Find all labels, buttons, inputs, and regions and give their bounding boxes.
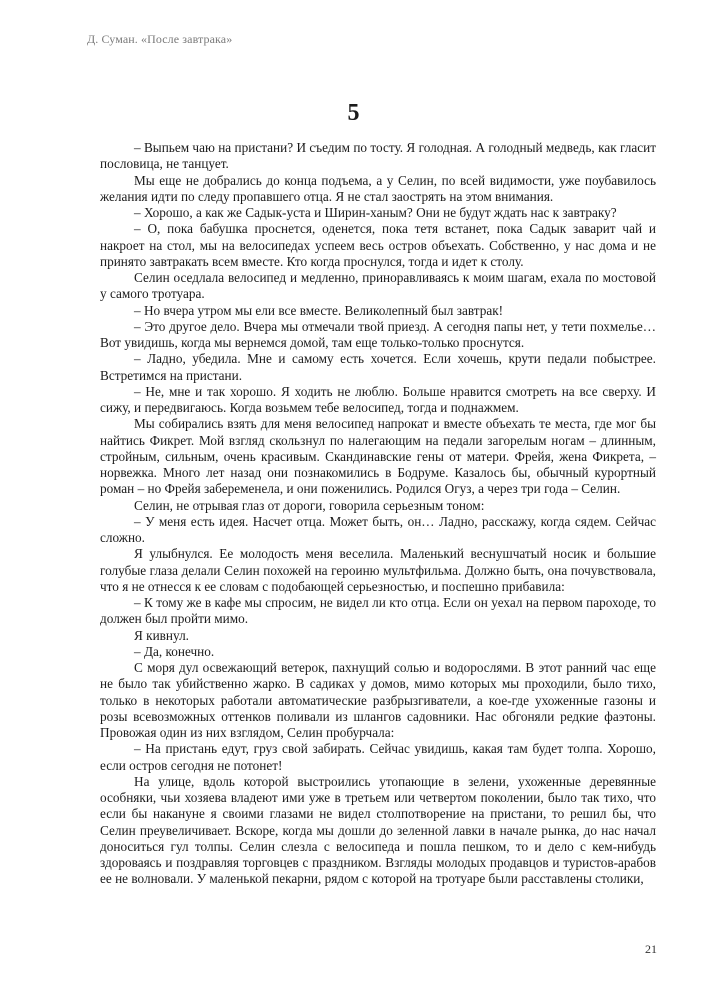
paragraph: С моря дул освежающий ветерок, пахнущий солью и водорослями. В этот ранний час еще не было так убийственно жарко. В садиках у домов, мимо которых мы проходили, было тихо, только в некоторых работали автоматические разбрызгиватели, а кое-где ухоженные газоны и розы всевозможных оттенков поливали из шлангов садовники. Нас обгоняли редкие фаэтоны. Провожая один из них взглядом, Селин пробурчала: xyxy=(100,660,656,740)
chapter-number: 5 xyxy=(347,100,360,126)
paragraph: – Ладно, убедила. Мне и самому есть хочется. Если хочешь, крути педали побыстрее. Встретимся на пристани. xyxy=(100,351,656,383)
paragraph: Мы еще не добрались до конца подъема, а у Селин, по всей видимости, уже поубавилось желания идти по следу пропавшего отца. Я не стал заострять на этом внимания. xyxy=(100,172,656,204)
paragraph: – О, пока бабушка проснется, оденется, пока тетя встанет, пока Садык заварит чай и накроет на стол, мы на велосипедах успеем весь остров объехать. Собственно, у нас дома и не принято завтракать всем вместе. Кто когда проснулся, тогда и идет к столу. xyxy=(100,221,656,269)
paragraph: Я кивнул. xyxy=(134,627,189,643)
paragraph: – У меня есть идея. Насчет отца. Может быть, он… Ладно, расскажу, когда сядем. Сейчас сложно. xyxy=(100,513,656,545)
paragraph: – Выпьем чаю на пристани? И съедим по тосту. Я голодная. А голодный медведь, как гласит пословица, не танцует. xyxy=(100,140,656,172)
paragraph: Я улыбнулся. Ее молодость меня веселила. Маленький веснушчатый носик и большие голубые глаза делали Селин похожей на героиню мультфильма. Должно быть, она почувствовала, что я не отнесся к ее словам с подобающей серьезностью, и поспешно прибавила: xyxy=(100,546,656,594)
paragraph: На улице, вдоль которой выстроились утопающие в зелени, ухоженные деревянные особняки, чьи хозяева владеют ими уже в третьем или четвертом поколении, было так тихо, что если бы накануне я своими глазами не видел столпотворение на пристани, то решил бы, что Селин преувеличивает. Вскоре, когда мы дошли до зеленной лавки в начале рынка, до нас начал доноситься гул толпы. Селин слезла с велосипеда и пошла пешком, то и дело с кем-нибудь здороваясь и поздравляя торговцев с праздником. Взгляды молодых продавцов и туристов-арабов ее не волновали. У маленькой пекарни, рядом с которой на тротуаре были расставлены столики, xyxy=(100,773,656,887)
paragraph: Мы собирались взять для меня велосипед напрокат и вместе объехать те места, где мог бы найтись Фикрет. Мой взгляд скользнул по налегающим на педали загорелым ногам – длинным, стройным, сильным, очень красивым. Скандинавские гены от матери. Фрейя, жена Фикрета, – норвежка. Много лет назад они познакомились в Бодруме. Казалось бы, обычный курортный роман – но Фрейя забеременела, и они поженились. Родился Огуз, а через три года – Селин. xyxy=(100,416,656,497)
paragraph: – Хорошо, а как же Садык-уста и Ширин-ханым? Они не будут ждать нас к завтраку? xyxy=(134,205,617,220)
page-number: 21 xyxy=(645,942,657,956)
paragraph: – Не, мне и так хорошо. Я ходить не люблю. Больше нравится смотреть на все сверху. И сижу, и передвигаюсь. Когда возьмем тебе велосипед, тогда и поднажмем. xyxy=(100,383,656,415)
running-head: Д. Суман. «После завтрака» xyxy=(87,32,233,46)
paragraph: – Да, конечно. xyxy=(134,643,215,659)
paragraph: Селин оседлала велосипед и медленно, приноравливаясь к моим шагам, ехала по мостовой у самого тротуара. xyxy=(100,270,656,302)
paragraph: – На пристань едут, груз свой забирать. Сейчас увидишь, какая там будет толпа. Хорошо, если остров сегодня не потонет! xyxy=(100,741,656,773)
paragraph: – Это другое дело. Вчера мы отмечали твой приезд. А сегодня папы нет, у тети похмелье… Вот увидишь, когда мы вернемся домой, там еще только-только проснутся. xyxy=(100,318,656,350)
paragraph: – Но вчера утром мы ели все вместе. Великолепный был завтрак! xyxy=(134,302,504,318)
paragraph: Селин, не отрывая глаз от дороги, говорила серьезным тоном: xyxy=(134,497,485,513)
paragraph: – К тому же в кафе мы спросим, не видел ли кто отца. Если он уехал на первом пароходе, то должен был пройти мимо. xyxy=(100,595,656,627)
chapter-body xyxy=(100,140,656,888)
